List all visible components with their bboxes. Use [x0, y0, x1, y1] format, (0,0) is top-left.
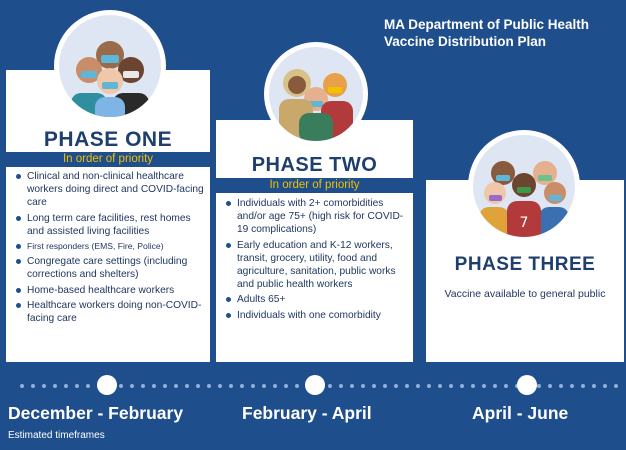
timeline-dot — [130, 384, 134, 388]
timeline-dot — [559, 384, 563, 388]
timeline-dot — [537, 384, 541, 388]
header-line-1: MA Department of Public Health — [384, 17, 590, 32]
timeline-dot — [64, 384, 68, 388]
timeline-dot — [152, 384, 156, 388]
timeline-dot — [163, 384, 167, 388]
timeline-dot — [262, 384, 266, 388]
timeline-dot — [471, 384, 475, 388]
list-item: Congregate care settings (including corrections and shelters) — [14, 255, 208, 281]
header-title — [384, 16, 589, 50]
timeline-dot — [460, 384, 464, 388]
timeline-dot — [493, 384, 497, 388]
timeline-dot — [31, 384, 35, 388]
timeline-dot — [482, 384, 486, 388]
timeline-dot — [240, 384, 244, 388]
timeline-dot — [284, 384, 288, 388]
timeline-marker-1 — [97, 375, 117, 395]
timeline-dot — [361, 384, 365, 388]
list-item-text: First responders (EMS, Fire, Police) — [27, 241, 164, 252]
timeline-dot — [438, 384, 442, 388]
timeline-dot — [372, 384, 376, 388]
general-public-illustration — [468, 130, 580, 242]
timeline-dot — [53, 384, 57, 388]
timeline-dot — [405, 384, 409, 388]
phase-two-list — [224, 197, 410, 324]
timeline-dot — [273, 384, 277, 388]
timeframe-note: Estimated timeframes — [8, 430, 105, 441]
timeline-dot — [383, 384, 387, 388]
timeline-dot — [328, 384, 332, 388]
list-item: Healthcare workers doing non-COVID-facing care — [14, 299, 208, 325]
list-item: Early education and K-12 workers, transit, grocery, utility, food and agriculture, sanitation, public works and public health workers — [224, 239, 410, 292]
phase-one-list — [14, 170, 208, 327]
timeline-dot — [603, 384, 607, 388]
timeline-dot — [141, 384, 145, 388]
timeline-dot — [449, 384, 453, 388]
list-item: Home-based healthcare workers — [14, 284, 208, 297]
timeline-dot — [174, 384, 178, 388]
list-item: Long term care facilities, rest homes and assisted living facilities — [14, 212, 208, 238]
timeline-dot — [416, 384, 420, 388]
phase-three-text: Vaccine available to general public — [444, 288, 606, 300]
list-item — [14, 240, 208, 253]
timeline-dot — [614, 384, 618, 388]
diverse-people-illustration — [264, 42, 368, 146]
timeline-dot — [295, 384, 299, 388]
timeline-dot — [207, 384, 211, 388]
phase-two-title: PHASE TWO — [251, 154, 378, 176]
timeline-dot — [20, 384, 24, 388]
timeline-dot — [350, 384, 354, 388]
list-item: Clinical and non-clinical healthcare workers doing direct and COVID-facing care — [14, 170, 208, 210]
timeline-dot — [218, 384, 222, 388]
timeline-dot — [251, 384, 255, 388]
phase-two-card — [216, 120, 413, 362]
timeline-dot — [185, 384, 189, 388]
header-line-2: Vaccine Distribution Plan — [384, 34, 547, 49]
phase-one-subtitle: In order of priority — [6, 152, 210, 167]
timeline-dot — [581, 384, 585, 388]
phase-one-title: PHASE ONE — [43, 128, 173, 151]
timeline-dot — [339, 384, 343, 388]
period-1: December - February — [8, 403, 184, 423]
timeline-marker-3 — [517, 375, 537, 395]
timeline-dot — [42, 384, 46, 388]
timeline-dot — [119, 384, 123, 388]
timeline-dot — [86, 384, 90, 388]
timeline-dot — [548, 384, 552, 388]
timeline-dot — [196, 384, 200, 388]
list-item: Individuals with one comorbidity — [224, 309, 410, 322]
timeline-dot — [504, 384, 508, 388]
timeline-dot — [394, 384, 398, 388]
timeline-dot — [75, 384, 79, 388]
list-item: Individuals with 2+ comorbidities and/or age 75+ (high risk for COVID-19 complications) — [224, 197, 410, 237]
phase-two-subtitle: In order of priority — [216, 178, 413, 193]
period-3: April - June — [472, 403, 569, 423]
timeline-dot — [427, 384, 431, 388]
phase-three-title: PHASE THREE — [454, 254, 596, 275]
healthcare-workers-illustration — [54, 10, 166, 122]
timeline-dot — [592, 384, 596, 388]
timeline-dot — [570, 384, 574, 388]
timeline-marker-2 — [305, 375, 325, 395]
svg-text:7: 7 — [519, 215, 529, 231]
list-item: Adults 65+ — [224, 293, 410, 306]
period-2: February - April — [242, 403, 372, 423]
timeline-dot — [229, 384, 233, 388]
